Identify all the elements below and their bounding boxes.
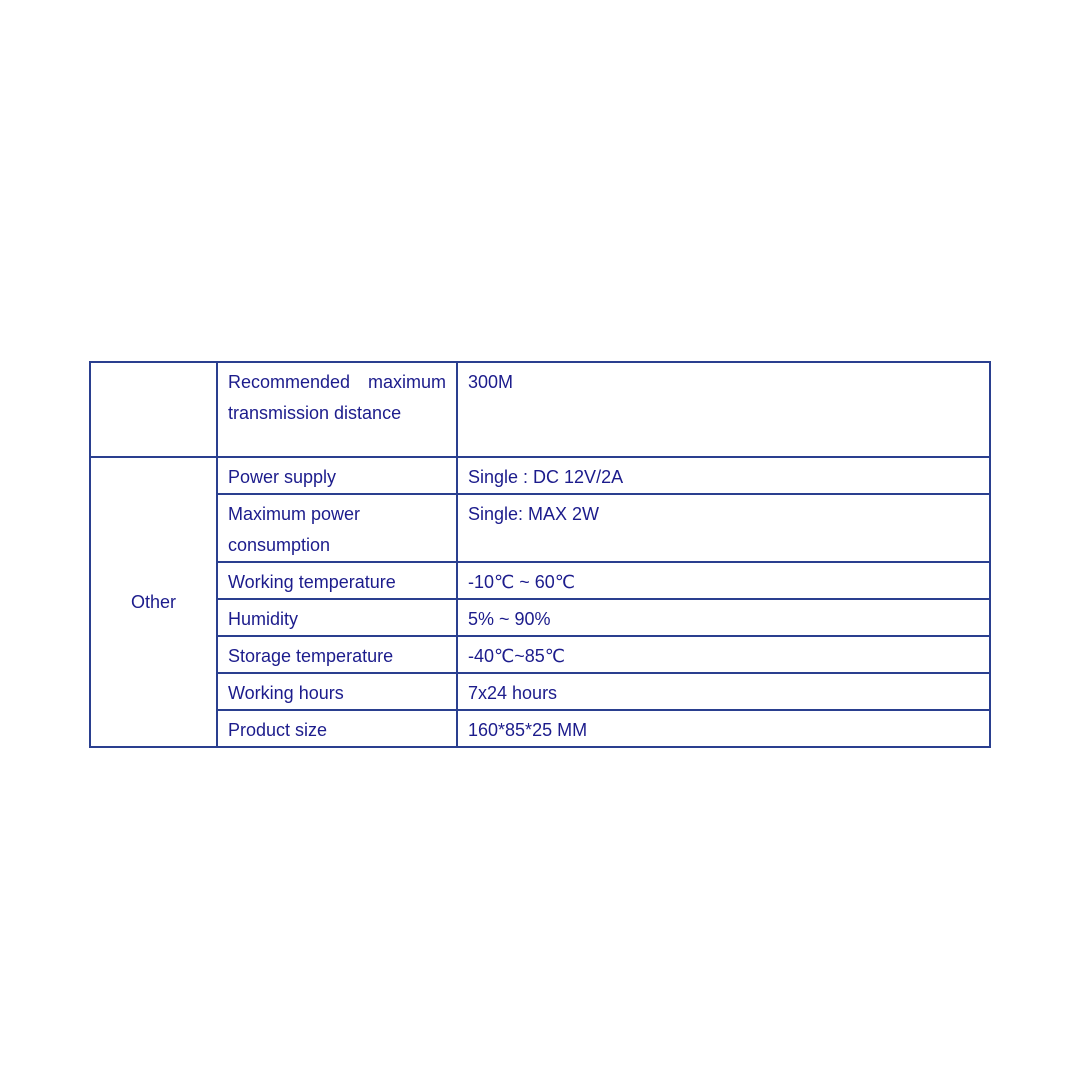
value-cell: -10℃ ~ 60℃ [457,562,990,599]
table-row [90,457,990,494]
table-row [90,673,990,710]
value-cell: 160*85*25 MM [457,710,990,747]
specifications-table [89,361,991,748]
param-cell: Maximum power consumption [217,494,457,562]
table-row [90,710,990,747]
table-row [90,362,990,457]
group-label-cell: Other [90,457,217,747]
value-cell: -40℃~85℃ [457,636,990,673]
param-cell: Working temperature [217,562,457,599]
table-row [90,636,990,673]
empty-group-cell [90,362,217,457]
value-cell: 7x24 hours [457,673,990,710]
value-cell: Single: MAX 2W [457,494,990,562]
param-cell: Product size [217,710,457,747]
table-row [90,599,990,636]
table-row [90,562,990,599]
param-cell: Working hours [217,673,457,710]
param-cell: Humidity [217,599,457,636]
param-cell: Recommended maximum transmission distance [217,362,457,457]
value-cell: 5% ~ 90% [457,599,990,636]
value-cell: 300M [457,362,990,457]
value-cell: Single : DC 12V/2A [457,457,990,494]
param-cell: Storage temperature [217,636,457,673]
table-row [90,494,990,562]
param-cell: Power supply [217,457,457,494]
